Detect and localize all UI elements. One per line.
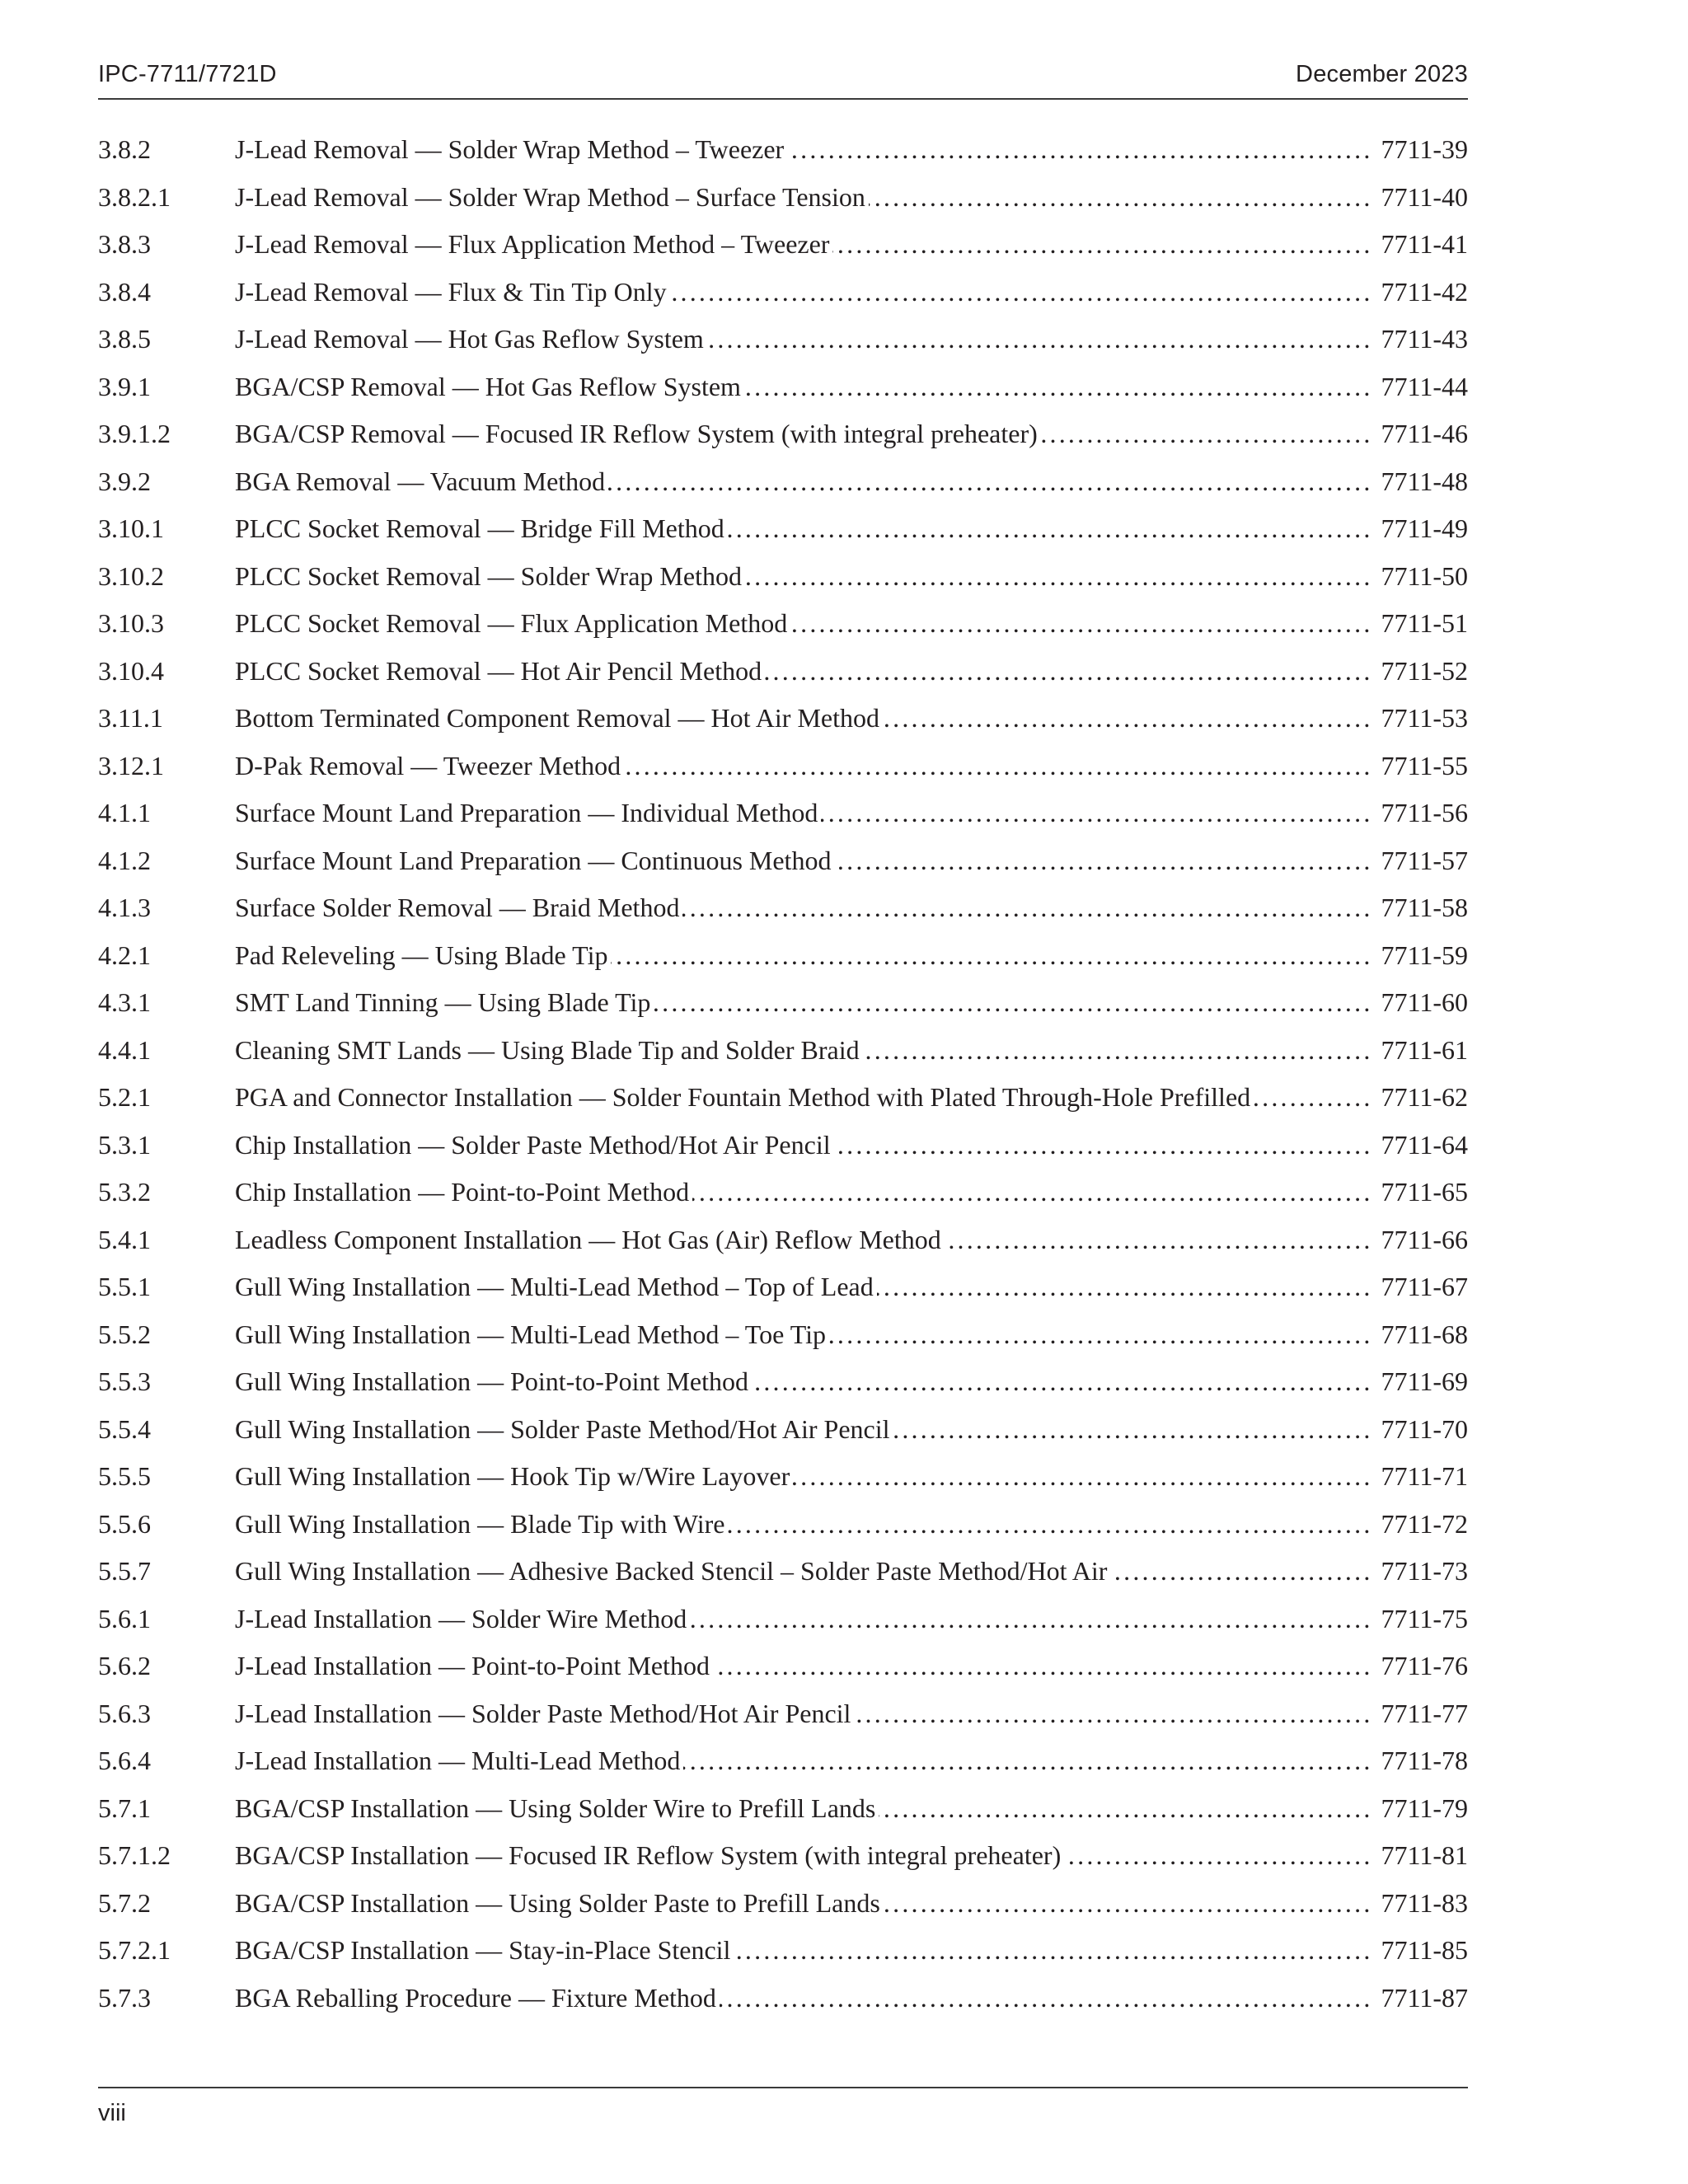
toc-entry[interactable] [98,1461,1468,1509]
section-number: 4.3.1 [98,987,151,1017]
section-title[interactable]: PGA and Connector Installation — Solder Fountain Method with Plated Through-Hole Prefilled [235,1082,1251,1112]
dot-leader [752,1366,1373,1397]
dot-leader [787,134,1372,165]
page-reference[interactable]: 7711-55 [1381,750,1468,780]
section-number: 5.2.1 [98,1082,151,1112]
page-reference[interactable]: 7711-59 [1381,940,1468,970]
toc-entry[interactable] [98,1366,1468,1414]
page-number: viii [98,2100,126,2126]
section-number: 4.1.2 [98,845,151,875]
section-title[interactable]: J-Lead Removal — Flux Application Method – Tweezer [235,229,830,259]
section-title[interactable]: Gull Wing Installation — Multi-Lead Method – Top of Lead [235,1272,874,1301]
section-title[interactable]: J-Lead Installation — Solder Paste Method/Hot Air Pencil [235,1698,851,1728]
page-reference[interactable]: 7711-64 [1381,1129,1468,1160]
section-title[interactable]: J-Lead Installation — Multi-Lead Method [235,1746,681,1775]
section-title[interactable]: Bottom Terminated Component Removal — Hot Air Method [235,703,879,733]
dot-leader [683,1746,1372,1776]
dot-leader [863,1035,1373,1066]
dot-leader [790,608,1372,639]
section-number: 5.3.2 [98,1177,151,1207]
dot-leader [682,893,1372,923]
page-reference[interactable]: 7711-78 [1381,1746,1468,1775]
section-title[interactable]: BGA/CSP Installation — Stay-in-Place Stencil [235,1935,731,1965]
section-number: 5.5.7 [98,1556,151,1586]
document-id: IPC-7711/7721D [98,61,277,87]
section-title[interactable]: BGA/CSP Installation — Using Solder Wire to Prefill Lands [235,1793,876,1823]
section-title[interactable]: J-Lead Removal — Solder Wrap Method – Tweezer [235,134,785,164]
section-number: 4.1.1 [98,798,151,827]
dot-leader [765,656,1372,687]
page-reference[interactable]: 7711-81 [1381,1840,1468,1870]
section-title[interactable]: BGA Reballing Procedure — Fixture Method [235,1982,716,2013]
dot-leader [869,182,1373,213]
page-reference[interactable]: 7711-57 [1381,845,1468,875]
dot-leader [728,513,1373,544]
toc-entry[interactable] [98,1319,1468,1367]
section-title[interactable]: Pad Releveling — Using Blade Tip [235,940,608,970]
section-number: 5.5.4 [98,1413,151,1444]
section-title[interactable]: BGA/CSP Removal — Focused IR Reflow System (with integral preheater) [235,419,1038,448]
page-reference[interactable]: 7711-66 [1381,1224,1468,1254]
section-number: 3.8.2 [98,134,151,164]
section-title[interactable]: Surface Mount Land Preparation — Continuous Method [235,845,832,875]
section-number: 5.7.3 [98,1982,151,2013]
section-number: 4.4.1 [98,1034,151,1065]
page-reference[interactable]: 7711-40 [1381,181,1468,212]
section-number: 3.10.4 [98,655,164,686]
section-number: 3.8.5 [98,324,151,354]
dot-leader [670,277,1373,307]
section-number: 5.7.2.1 [98,1935,171,1965]
page-reference[interactable]: 7711-50 [1381,560,1468,591]
toc-entry[interactable] [98,134,1468,182]
section-number: 5.4.1 [98,1224,151,1254]
dot-leader [893,1414,1373,1445]
toc-entry[interactable] [98,1746,1468,1793]
section-title[interactable]: BGA/CSP Removal — Hot Gas Reflow System [235,371,741,401]
page-reference[interactable]: 7711-79 [1381,1793,1468,1823]
page-reference[interactable]: 7711-61 [1381,1034,1468,1065]
dot-leader [690,1604,1372,1634]
page-reference[interactable]: 7711-49 [1381,513,1468,543]
toc-entry[interactable] [98,893,1468,940]
section-title[interactable]: PLCC Socket Removal — Flux Application Method [235,608,788,638]
toc-entry[interactable] [98,513,1468,561]
section-number: 5.5.6 [98,1508,151,1539]
toc-entry[interactable] [98,324,1468,372]
dot-leader [611,940,1372,971]
section-number: 3.10.2 [98,560,164,591]
section-title[interactable]: Gull Wing Installation — Multi-Lead Method – Toe Tip [235,1319,827,1349]
dot-leader [720,1983,1373,2013]
toc-entry[interactable] [98,608,1468,656]
section-number: 5.5.3 [98,1366,151,1396]
toc-entry[interactable] [98,1604,1468,1652]
dot-leader [832,229,1372,260]
dot-leader [829,1319,1372,1350]
footer-divider [98,2087,1468,2088]
document-date: December 2023 [1296,61,1468,87]
page-reference[interactable]: 7711-83 [1381,1887,1468,1918]
dot-leader [945,1225,1373,1255]
dot-leader [654,987,1372,1018]
section-number: 5.6.2 [98,1651,151,1680]
toc-entry[interactable] [98,1177,1468,1225]
page-reference[interactable]: 7711-85 [1381,1935,1468,1965]
page-reference[interactable]: 7711-51 [1381,608,1468,638]
toc-entry[interactable] [98,1840,1468,1888]
table-of-contents [98,134,1468,2030]
section-number: 5.6.1 [98,1603,151,1633]
toc-entry[interactable] [98,1793,1468,1841]
toc-entry[interactable] [98,419,1468,466]
toc-entry[interactable] [98,1651,1468,1699]
toc-entry[interactable] [98,1225,1468,1272]
section-number: 3.12.1 [98,750,164,780]
toc-entry[interactable] [98,1699,1468,1746]
section-number: 3.9.1.2 [98,419,171,448]
page-reference[interactable]: 7711-52 [1381,655,1468,686]
section-number: 5.5.2 [98,1319,151,1349]
section-title[interactable]: J-Lead Installation — Point-to-Point Method [235,1651,710,1680]
page-reference[interactable]: 7711-44 [1381,371,1468,401]
section-number: 5.7.1 [98,1793,151,1823]
page-reference[interactable]: 7711-56 [1381,798,1468,827]
page-reference[interactable]: 7711-58 [1381,893,1468,922]
toc-entry[interactable] [98,1983,1468,2031]
section-title[interactable]: Gull Wing Installation — Blade Tip with Wire [235,1508,725,1539]
section-title[interactable]: Chip Installation — Point-to-Point Method [235,1177,690,1207]
section-title[interactable]: Chip Installation — Solder Paste Method/Hot Air Pencil [235,1129,831,1160]
section-title[interactable]: Gull Wing Installation — Adhesive Backed Stencil – Solder Paste Method/Hot Air [235,1556,1108,1586]
toc-entry[interactable] [98,656,1468,704]
page-header [98,61,1468,101]
section-number: 5.7.2 [98,1887,151,1918]
section-title[interactable]: Surface Mount Land Preparation — Individual Method [235,798,818,827]
page-reference[interactable]: 7711-76 [1381,1651,1468,1680]
section-title[interactable]: PLCC Socket Removal — Hot Air Pencil Method [235,655,762,686]
section-title[interactable]: Surface Solder Removal — Braid Method [235,893,680,922]
section-title[interactable]: SMT Land Tinning — Using Blade Tip [235,987,651,1017]
dot-leader [793,1461,1372,1492]
section-number: 3.8.2.1 [98,181,171,212]
page-reference[interactable]: 7711-41 [1381,229,1468,259]
dot-leader [728,1509,1372,1540]
page-reference[interactable]: 7711-87 [1381,1982,1468,2013]
section-number: 3.9.1 [98,371,151,401]
toc-entry[interactable] [98,182,1468,230]
page-reference[interactable]: 7711-70 [1381,1413,1468,1444]
toc-entry[interactable] [98,1130,1468,1178]
dot-leader [624,751,1372,781]
page-reference[interactable]: 7711-68 [1381,1319,1468,1349]
section-number: 4.2.1 [98,940,151,970]
page-reference[interactable]: 7711-53 [1381,703,1468,733]
dot-leader [884,1888,1373,1919]
section-title[interactable]: BGA/CSP Installation — Focused IR Reflow System (with integral preheater) [235,1840,1062,1870]
section-title[interactable]: Gull Wing Installation — Point-to-Point Method [235,1366,748,1396]
page-reference[interactable]: 7711-62 [1381,1082,1468,1112]
dot-leader [1064,1840,1372,1871]
dot-leader [879,1793,1372,1824]
section-number: 5.6.4 [98,1746,151,1775]
page-reference[interactable]: 7711-69 [1381,1366,1468,1396]
section-title[interactable]: Gull Wing Installation — Hook Tip w/Wire Layover [235,1461,790,1491]
page-reference[interactable]: 7711-71 [1381,1461,1468,1491]
dot-leader [883,703,1373,733]
dot-leader [1041,419,1373,449]
section-title[interactable]: D-Pak Removal — Tweezer Method [235,750,621,780]
page-reference[interactable]: 7711-48 [1381,466,1468,496]
toc-entry[interactable] [98,1414,1468,1462]
toc-entry[interactable] [98,1272,1468,1319]
page-reference[interactable]: 7711-42 [1381,276,1468,307]
page-reference[interactable]: 7711-67 [1381,1272,1468,1301]
section-title[interactable]: Gull Wing Installation — Solder Paste Method/Hot Air Pencil [235,1413,890,1444]
dot-leader [744,372,1373,402]
section-title[interactable]: PLCC Socket Removal — Solder Wrap Method [235,560,742,591]
section-title[interactable]: PLCC Socket Removal — Bridge Fill Method [235,513,724,543]
page-reference[interactable]: 7711-39 [1381,134,1468,164]
section-number: 4.1.3 [98,893,151,922]
page-reference[interactable]: 7711-60 [1381,987,1468,1017]
section-title[interactable]: J-Lead Removal — Solder Wrap Method – Surface Tension [235,181,865,212]
dot-leader [821,798,1372,828]
toc-entry[interactable] [98,940,1468,988]
section-number: 3.10.3 [98,608,164,638]
toc-entry[interactable] [98,1082,1468,1130]
dot-leader [1110,1556,1372,1586]
dot-leader [834,846,1372,876]
toc-entry[interactable] [98,466,1468,514]
dot-leader [608,466,1372,497]
section-number: 5.3.1 [98,1129,151,1160]
dot-leader [707,324,1373,354]
toc-entry[interactable] [98,987,1468,1035]
dot-leader [1254,1082,1372,1113]
toc-entry[interactable] [98,372,1468,419]
page-reference[interactable]: 7711-65 [1381,1177,1468,1207]
section-number: 5.5.1 [98,1272,151,1301]
header-divider [98,98,1468,100]
section-number: 3.10.1 [98,513,164,543]
section-number: 3.8.4 [98,276,151,307]
section-title[interactable]: J-Lead Removal — Hot Gas Reflow System [235,324,704,354]
toc-entry[interactable] [98,229,1468,277]
section-title[interactable]: J-Lead Installation — Solder Wire Method [235,1603,687,1633]
page-reference[interactable]: 7711-43 [1381,324,1468,354]
toc-entry[interactable] [98,1935,1468,1983]
dot-leader [877,1272,1373,1302]
dot-leader [745,561,1373,592]
toc-entry[interactable] [98,1509,1468,1557]
section-title[interactable]: Leadless Component Installation — Hot Gas (Air) Reflow Method [235,1224,941,1254]
section-title[interactable]: BGA/CSP Installation — Using Solder Paste to Prefill Lands [235,1887,880,1918]
section-number: 5.6.3 [98,1698,151,1728]
dot-leader [734,1935,1372,1966]
section-number: 3.9.2 [98,466,151,496]
section-title[interactable]: Cleaning SMT Lands — Using Blade Tip and Solder Braid [235,1034,860,1065]
page-reference[interactable]: 7711-72 [1381,1508,1468,1539]
section-number: 5.5.5 [98,1461,151,1491]
section-title[interactable]: J-Lead Removal — Flux & Tin Tip Only [235,276,667,307]
section-title[interactable]: BGA Removal — Vacuum Method [235,466,606,496]
page-reference[interactable]: 7711-73 [1381,1556,1468,1586]
toc-entry[interactable] [98,1556,1468,1604]
dot-leader [692,1177,1372,1207]
section-number: 5.7.1.2 [98,1840,171,1870]
toc-entry[interactable] [98,1035,1468,1083]
toc-entry[interactable] [98,846,1468,893]
page-reference[interactable]: 7711-77 [1381,1698,1468,1728]
section-number: 3.11.1 [98,703,163,733]
toc-entry[interactable] [98,277,1468,325]
toc-entry[interactable] [98,703,1468,751]
toc-entry[interactable] [98,798,1468,846]
section-number: 3.8.3 [98,229,151,259]
dot-leader [854,1699,1372,1729]
toc-entry[interactable] [98,751,1468,799]
dot-leader [834,1130,1373,1160]
toc-entry[interactable] [98,561,1468,609]
toc-entry[interactable] [98,1888,1468,1936]
dot-leader [713,1651,1373,1681]
page-reference[interactable]: 7711-46 [1381,419,1468,448]
page-reference[interactable]: 7711-75 [1381,1603,1468,1633]
